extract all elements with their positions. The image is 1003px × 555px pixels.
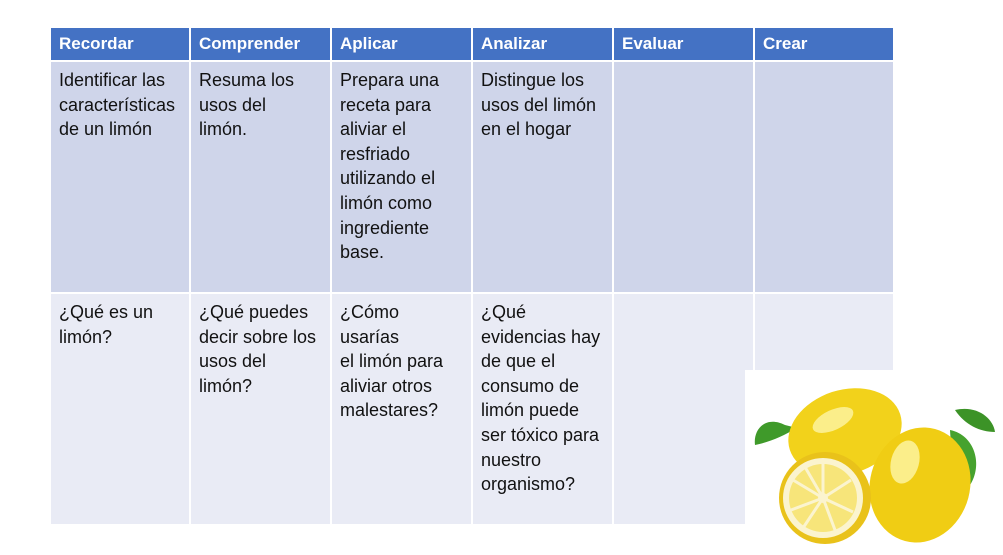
cell-r2-comprender: ¿Qué puedes decir sobre los usos del limón? bbox=[191, 294, 330, 524]
cell-r1-aplicar: Prepara una receta para aliviar el resfriado utilizando el limón como ingrediente base. bbox=[332, 62, 471, 292]
cell-r2-evaluar bbox=[614, 294, 753, 524]
header-comprender: Comprender bbox=[191, 28, 330, 60]
header-aplicar: Aplicar bbox=[332, 28, 471, 60]
cell-r1-evaluar bbox=[614, 62, 753, 292]
header-evaluar: Evaluar bbox=[614, 28, 753, 60]
cell-r1-recordar: Identificar las características de un limón bbox=[51, 62, 189, 292]
cell-r2-aplicar: ¿Cómo usarías el limón para aliviar otros malestares? bbox=[332, 294, 471, 524]
header-recordar: Recordar bbox=[51, 28, 189, 60]
cell-r1-analizar: Distingue los usos del limón en el hogar bbox=[473, 62, 612, 292]
cell-r2-recordar: ¿Qué es un limón? bbox=[51, 294, 189, 524]
header-crear: Crear bbox=[755, 28, 893, 60]
cell-r1-comprender: Resuma los usos del limón. bbox=[191, 62, 330, 292]
header-analizar: Analizar bbox=[473, 28, 612, 60]
cell-r1-crear bbox=[755, 62, 893, 292]
cell-r2-analizar: ¿Qué evidencias hay de que el consumo de limón puede ser tóxico para nuestro organismo? bbox=[473, 294, 612, 524]
lemon-image bbox=[745, 370, 1000, 552]
